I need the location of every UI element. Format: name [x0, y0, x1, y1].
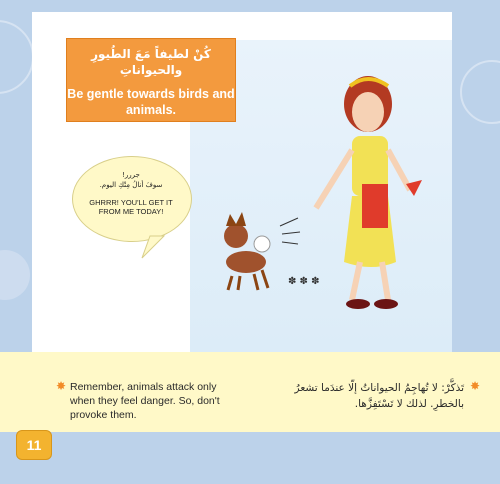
title-english: Be gentle towards birds and animals.: [67, 87, 235, 117]
title-arabic: كُنْ لطيفاً مَعَ الطُيورِ والحيواناتِ: [91, 47, 211, 77]
svg-text:✽ ✽ ✽: ✽ ✽ ✽: [288, 276, 320, 287]
bottom-decoration: [0, 432, 500, 484]
bubble-english: GHRRR! YOU'LL GET IT FROM ME TODAY!: [89, 198, 173, 216]
star-icon: ✸: [56, 379, 67, 393]
page-number: 11: [16, 430, 52, 460]
star-icon: ✸: [470, 379, 481, 393]
note-arabic: تَذكَّرْ: لا تُهاجِمُ الحيواناتُ إلّا عندَما تشعرُ بالخطرِ. لذلك لا تَسْتَفِزَّها.: [294, 382, 464, 410]
note-english: Remember, animals attack only when they feel danger. So, don't provoke them.: [70, 381, 220, 421]
bubble-arabic-line2: سوفَ أنالُ مِنْكِ اليوم.: [99, 181, 163, 189]
bubble-arabic-line1: جررر!: [122, 171, 140, 179]
